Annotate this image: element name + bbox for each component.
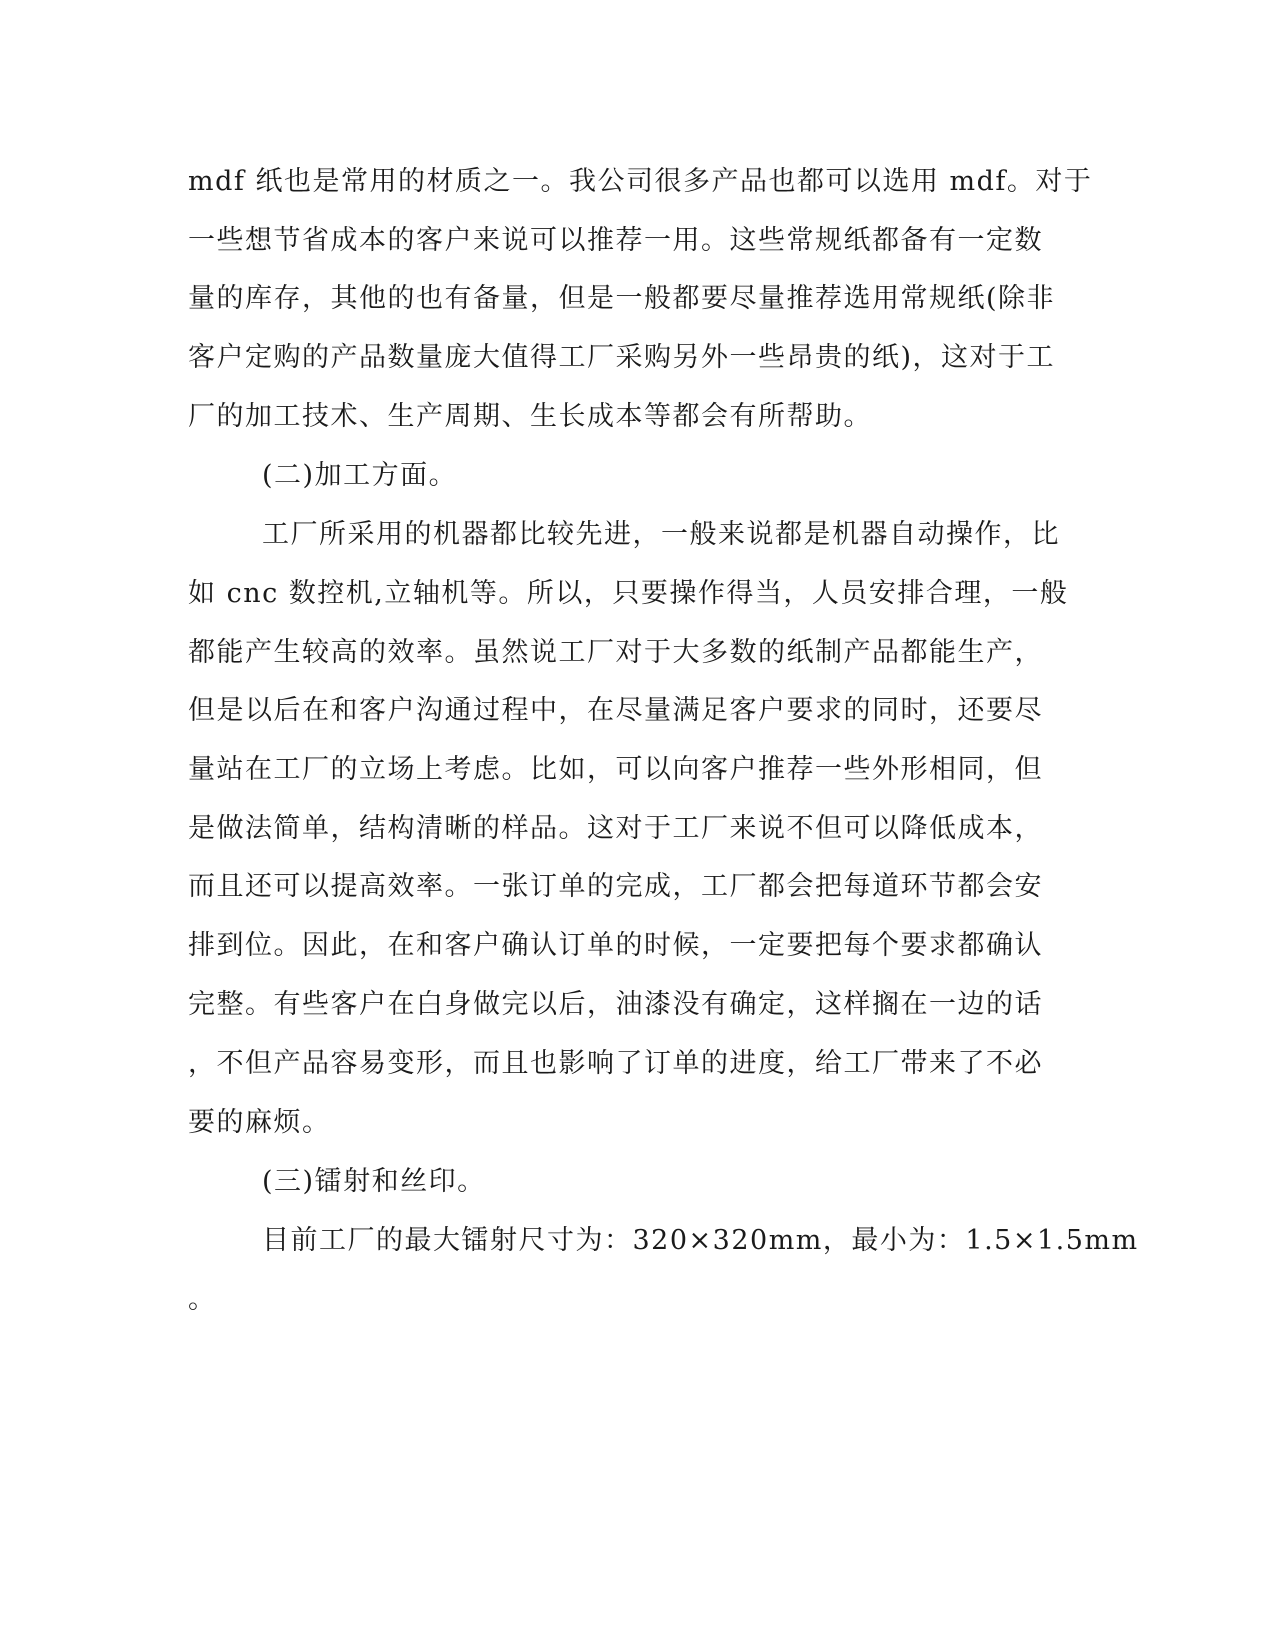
text-line: ，不但产品容易变形，而且也影响了订单的进度，给工厂带来了不必 (188, 1048, 1043, 1079)
text-line: 。 (188, 1284, 217, 1315)
text-line: 一些想节省成本的客户来说可以推荐一用。这些常规纸都备有一定数 (188, 225, 1043, 256)
text-line: 客户定购的产品数量庞大值得工厂采购另外一些昂贵的纸)，这对于工 (188, 342, 1056, 373)
text-line: mdf 纸也是常用的材质之一。我公司很多产品也都可以选用 mdf。对于 (188, 166, 1093, 197)
section-heading: (三)镭射和丝印。 (262, 1166, 486, 1197)
text-line: 排到位。因此，在和客户确认订单的时候，一定要把每个要求都确认 (188, 930, 1043, 961)
text-line: 量的库存，其他的也有备量，但是一般都要尽量推荐选用常规纸(除非 (188, 283, 1056, 314)
text-line: 但是以后在和客户沟通过程中，在尽量满足客户要求的同时，还要尽 (188, 695, 1043, 726)
text-line: 量站在工厂的立场上考虑。比如，可以向客户推荐一些外形相同，但 (188, 754, 1043, 785)
text-line: 要的麻烦。 (188, 1107, 331, 1138)
text-line: 如 cnc 数控机,立轴机等。所以，只要操作得当，人员安排合理，一般 (188, 578, 1069, 609)
section-heading: (二)加工方面。 (262, 460, 458, 491)
text-line: 是做法简单，结构清晰的样品。这对于工厂来说不但可以降低成本， (188, 813, 1043, 844)
text-line: 工厂所采用的机器都比较先进，一般来说都是机器自动操作，比 (262, 519, 1060, 550)
text-line: 都能产生较高的效率。虽然说工厂对于大多数的纸制产品都能生产， (188, 637, 1043, 668)
text-line: 厂的加工技术、生产周期、生长成本等都会有所帮助。 (188, 401, 872, 432)
text-line: 目前工厂的最大镭射尺寸为：320×320mm，最小为：1.5×1.5mm (262, 1225, 1139, 1256)
text-line: 完整。有些客户在白身做完以后，油漆没有确定，这样搁在一边的话 (188, 989, 1043, 1020)
text-line: 而且还可以提高效率。一张订单的完成，工厂都会把每道环节都会安 (188, 871, 1043, 902)
